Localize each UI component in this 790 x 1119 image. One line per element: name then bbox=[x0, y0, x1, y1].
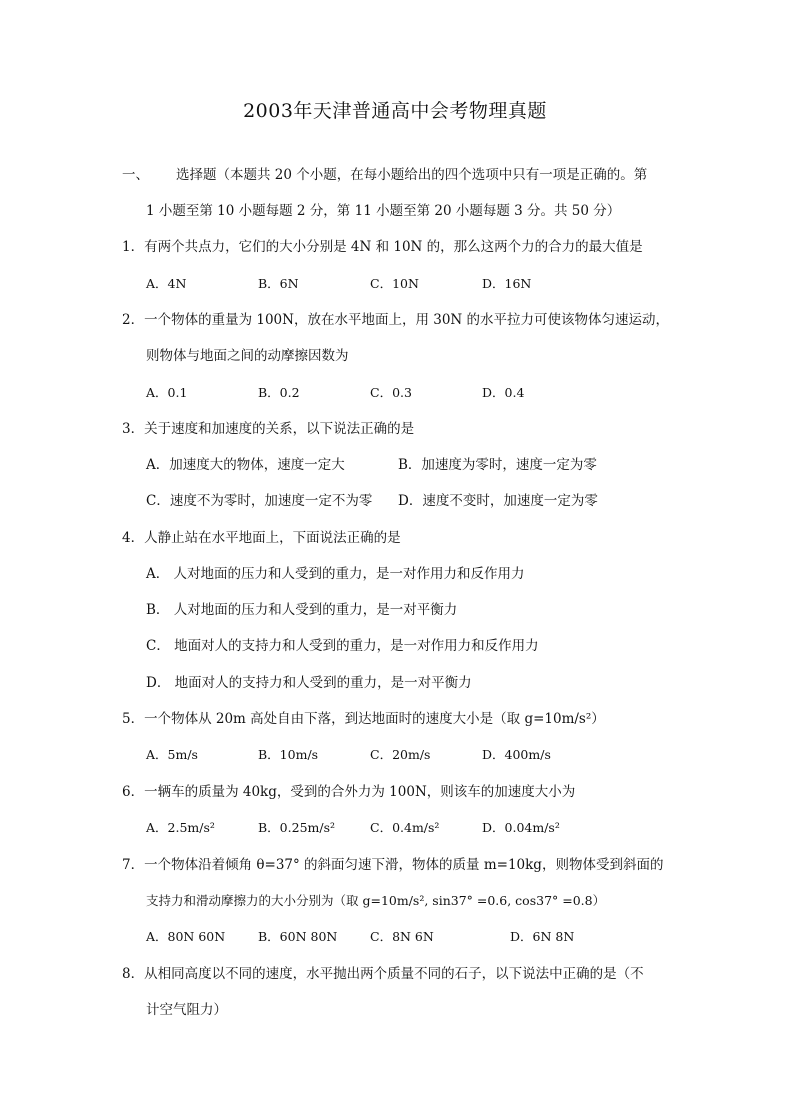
question-3-option-c: C．速度不为零时，加速度一定不为零 bbox=[146, 493, 373, 509]
question-2-stem-line1: 2．一个物体的重量为 100N，放在水平地面上，用 30N 的水平拉力可使该物体匀速运动， bbox=[122, 312, 670, 328]
question-4-stem: 4．人静止站在水平地面上，下面说法正确的是 bbox=[122, 530, 401, 546]
option-c: C．10N bbox=[370, 276, 419, 291]
question-7-stem-line2: 支持力和滑动摩擦力的大小分别为（取 g=10m/s², sin37° =0.6, cos37° =0.8） bbox=[146, 893, 606, 908]
question-4-option-c: C． 地面对人的支持力和人受到的重力，是一对作用力和反作用力 bbox=[146, 638, 539, 654]
option-c: C．0.3 bbox=[370, 385, 412, 400]
option-a: A．0.1 bbox=[146, 385, 188, 400]
question-4-option-d: D． 地面对人的支持力和人受到的重力，是一对平衡力 bbox=[146, 675, 472, 691]
question-6-stem: 6．一辆车的质量为 40kg，受到的合外力为 100N，则该车的加速度大小为 bbox=[122, 784, 576, 800]
option-d: D．400m/s bbox=[482, 747, 551, 762]
question-8-stem-line2: 计空气阻力） bbox=[146, 1002, 227, 1018]
option-a: A．2.5m/s² bbox=[146, 820, 215, 835]
question-2-stem-line2: 则物体与地面之间的动摩擦因数为 bbox=[146, 348, 349, 364]
section-instructions-line2: 1 小题至第 10 小题每题 2 分，第 11 小题至第 20 小题每题 3 分。共 50 分） bbox=[146, 203, 621, 219]
section-number: 一、 bbox=[122, 167, 149, 183]
question-7-stem-line1: 7．一个物体沿着倾角 θ=37° 的斜面匀速下滑，物体的质量 m=10kg，则物体受到斜面的 bbox=[122, 857, 664, 873]
option-d: D．0.04m/s² bbox=[482, 820, 560, 835]
section-instructions-line1: 选择题（本题共 20 个小题，在每小题给出的四个选项中只有一项是正确的。第 bbox=[176, 167, 648, 183]
option-b: B．6N bbox=[258, 276, 299, 291]
option-d: D．16N bbox=[482, 276, 532, 291]
option-c: C．20m/s bbox=[370, 747, 431, 762]
question-1-stem: 1．有两个共点力，它们的大小分别是 4N 和 10N 的，那么这两个力的合力的最大值是 bbox=[122, 239, 643, 255]
option-d: D．0.4 bbox=[482, 385, 525, 400]
page-title: 2003年天津普通高中会考物理真题 bbox=[243, 100, 547, 122]
option-b: B．10m/s bbox=[258, 747, 319, 762]
question-5-stem: 5．一个物体从 20m 高处自由下落，到达地面时的速度大小是（取 g=10m/s²） bbox=[122, 711, 605, 727]
question-4-option-b: B． 人对地面的压力和人受到的重力，是一对平衡力 bbox=[146, 602, 458, 618]
question-8-stem-line1: 8．从相同高度以不同的速度，水平抛出两个质量不同的石子，以下说法中正确的是（不 bbox=[122, 966, 644, 982]
option-c: C．0.4m/s² bbox=[370, 820, 440, 835]
option-a: A．4N bbox=[146, 276, 187, 291]
question-3-option-a: A．加速度大的物体，速度一定大 bbox=[146, 457, 345, 473]
option-c: C．8N 6N bbox=[370, 929, 434, 944]
option-d: D．6N 8N bbox=[510, 929, 575, 944]
option-b: B．0.2 bbox=[258, 385, 300, 400]
option-b: B．0.25m/s² bbox=[258, 820, 336, 835]
question-4-option-a: A． 人对地面的压力和人受到的重力，是一对作用力和反作用力 bbox=[146, 566, 525, 582]
question-3-stem: 3．关于速度和加速度的关系，以下说法正确的是 bbox=[122, 421, 415, 437]
option-b: B．60N 80N bbox=[258, 929, 338, 944]
option-a: A．5m/s bbox=[146, 747, 198, 762]
question-3-option-b: B．加速度为零时，速度一定为零 bbox=[398, 457, 597, 473]
option-a: A．80N 60N bbox=[146, 929, 226, 944]
question-3-option-d: D．速度不变时，加速度一定为零 bbox=[398, 493, 598, 509]
